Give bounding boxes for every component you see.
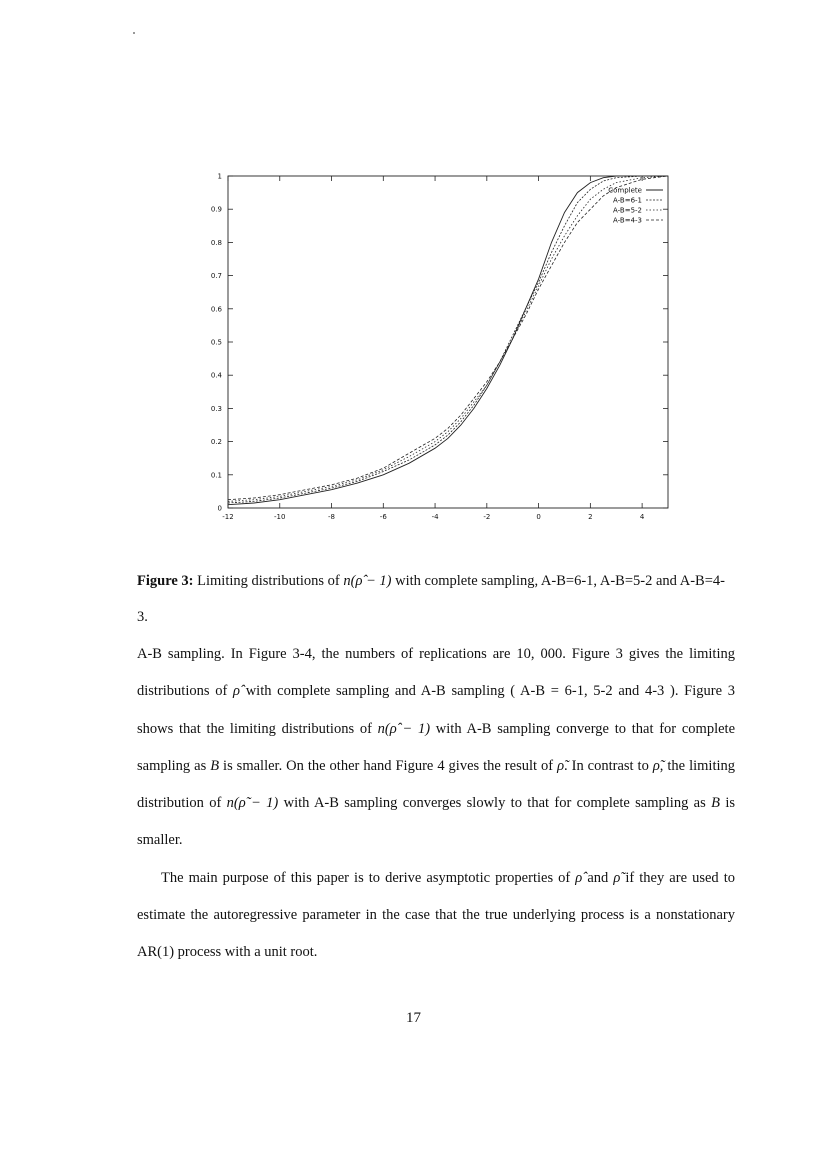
y-tick-label: 0.6 xyxy=(210,305,222,314)
p1-v6: n(ρ̃ − 1) xyxy=(226,795,279,812)
y-tick-label: 0.3 xyxy=(210,404,222,413)
p1-v7: B xyxy=(711,795,720,812)
p1-s4: is smaller. On the other hand Figure 4 gives the result of xyxy=(219,757,558,774)
caption-expression: n(ρ̂ − 1) xyxy=(343,573,392,589)
legend-label: Complete xyxy=(608,186,642,195)
p2-v2: ρ̃ xyxy=(613,869,621,886)
series-line-complete xyxy=(228,176,668,505)
p1-s3: with A-B sampling converge to that for complete sampling as xyxy=(137,720,736,774)
y-tick-label: 0.8 xyxy=(210,238,222,247)
p1-s2: with complete sampling and A-B sampling ( A-B = 6-1, 5-2 and 4-3 ). Figure 3 shows that the limiting distributions of xyxy=(137,683,735,737)
p2-s3: if they are used to estimate the autoregressive parameter in the case that the true underlying process is a nonstationary AR(1) process with a unit root. xyxy=(137,869,735,961)
plot-frame xyxy=(228,176,668,508)
y-tick-label: 0.1 xyxy=(210,471,222,480)
x-tick-label: -2 xyxy=(483,513,491,521)
p1-s1: A-B sampling. In Figure 3-4, the numbers of replications are 10, 000. Figure 3 gives the limiting distributions of xyxy=(137,646,735,700)
p1-v4: ρ̃ xyxy=(557,757,565,774)
y-tick-label: 0.2 xyxy=(210,438,222,447)
x-tick-label: -12 xyxy=(222,513,234,521)
page-number: 17 xyxy=(406,1010,421,1026)
series-line-a-b-5-2 xyxy=(228,176,668,501)
figure-caption xyxy=(137,563,735,635)
y-tick-label: 0.4 xyxy=(210,371,222,380)
y-tick-label: 1 xyxy=(217,172,222,181)
p2-s1: The main purpose of this paper is to derive asymptotic properties of xyxy=(161,869,576,886)
x-tick-label: -10 xyxy=(274,513,286,521)
p1-s6: , the limiting distribution of xyxy=(137,757,736,812)
body-text xyxy=(137,636,735,972)
x-tick-label: 0 xyxy=(536,513,541,521)
p1-v5: ρ̃ xyxy=(652,757,660,774)
series-line-a-b-6-1 xyxy=(228,176,668,503)
legend-label: A-B=4-3 xyxy=(612,216,642,225)
p1-s7: with A-B sampling converges slowly to that for complete sampling as xyxy=(278,795,712,812)
legend-label: A-B=5-2 xyxy=(612,206,642,215)
p1-v2: n(ρ̂ − 1) xyxy=(377,720,431,737)
y-tick-label: 0.9 xyxy=(210,205,222,214)
chart-legend xyxy=(608,187,663,225)
x-tick-label: -8 xyxy=(328,513,336,521)
x-tick-label: -4 xyxy=(431,513,439,521)
paragraph-2 xyxy=(137,860,735,972)
x-tick-label: 2 xyxy=(588,513,593,521)
p1-v3: B xyxy=(210,757,220,774)
x-tick-label: -6 xyxy=(379,513,387,521)
chart-series xyxy=(228,176,668,505)
paragraph-1 xyxy=(137,636,735,860)
y-tick-label: 0.5 xyxy=(210,338,222,347)
p2-v1: ρ̂ xyxy=(575,869,583,886)
x-tick-label: 4 xyxy=(639,513,645,521)
y-tick-label: 0.7 xyxy=(210,272,222,281)
p1-s5: . In contrast to xyxy=(564,757,653,774)
limiting-distribution-chart xyxy=(195,168,675,528)
caption-text-1: Limiting distributions of xyxy=(193,573,344,589)
scan-speck xyxy=(133,32,135,34)
p1-s8: is smaller. xyxy=(137,795,735,849)
chart-axes xyxy=(211,173,668,522)
p1-v1: ρ̂ xyxy=(233,683,240,700)
caption-label: Figure 3: xyxy=(137,573,194,589)
y-tick-label: 0 xyxy=(217,504,222,513)
legend-label: A-B=6-1 xyxy=(612,196,642,205)
series-line-a-b-4-3 xyxy=(228,176,668,500)
caption-text-2: with complete sampling, A-B=6-1, A-B=5-2 and A-B=4-3. xyxy=(137,573,725,625)
p2-s2: and xyxy=(582,869,614,886)
